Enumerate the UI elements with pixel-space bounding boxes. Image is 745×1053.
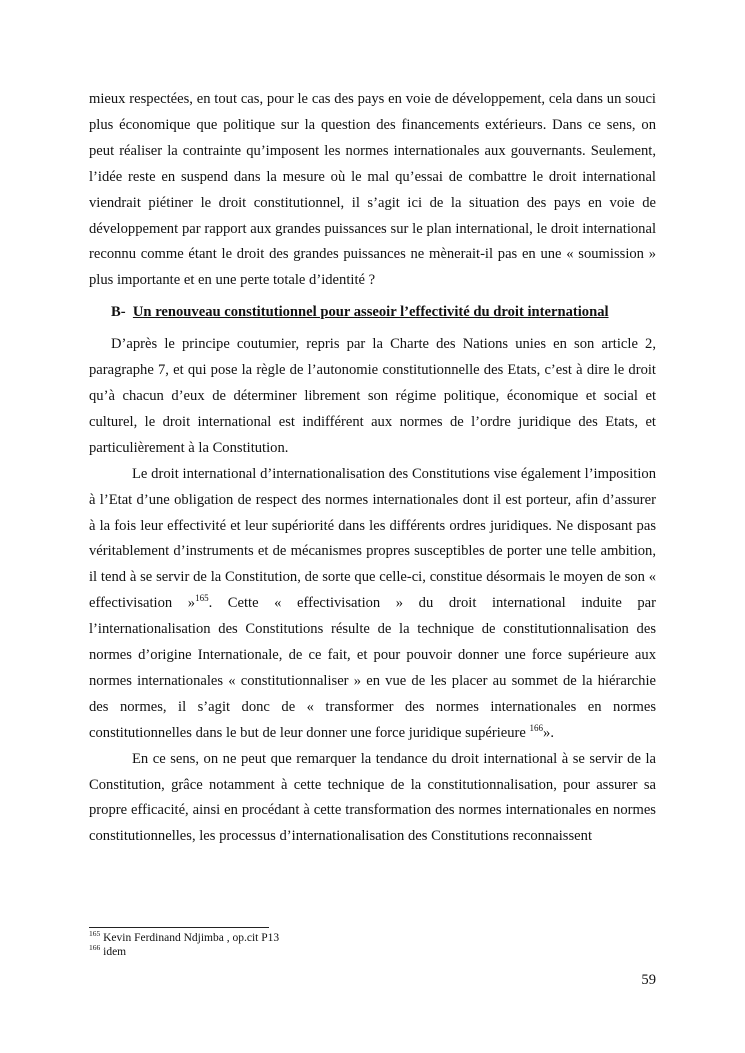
section-heading	[111, 300, 656, 326]
section-heading-title: Un renouveau constitutionnel pour asseoir l’effectivité du droit international	[132, 304, 609, 321]
paragraph-3-part-a: Le droit international d’internationalisation des Constitutions vise également l’imposition à l’Etat d’une obligation de respect des normes internationales dont il est porteur, afin d’assurer à la fois leur effectivité et leur supériorité dans les différents ordres juridiques. Ne disposant pas véritablement d’instruments et de mécanismes propres susceptibles de porter une telle ambition, il tend à se servir de la Constitution, de sorte que celle-ci, constitue désormais le moyen de son « effectivisation »	[89, 465, 656, 612]
paragraph-3-part-c: ».	[543, 724, 554, 741]
footnote-number: 166	[89, 942, 101, 952]
paragraph-2: D’après le principe coutumier, repris par la Charte des Nations unies en son article 2, paragraphe 7, et qui pose la règle de l’autonomie constitutionnelle des Etats, c’est à dire le droit qu’à chacun d’eux de déterminer librement son régime politique, économique et social et culturel, le droit international est indifférent aux normes de l’ordre juridique des Etats, et particulièrement à la Constitution.	[89, 336, 656, 456]
footnote-ref-166[interactable]: 166	[529, 722, 544, 733]
paragraph-1: mieux respectées, en tout cas, pour le cas des pays en voie de développement, cela dans un souci plus économique que politique sur la question des financements extérieurs. Dans ce sens, on peut réaliser la contrainte qu’imposent les normes internationales aux gouvernants. Seulement, l’idée reste en suspend dans la mesure où le mal qu’essai de combattre le droit international viendrait piétiner le droit constitutionnel, il s’agit ici de la situation des pays en voie de développement par rapport aux grandes puissances sur le plan international, le droit international reconnu comme étant le droit des grandes puissances ne mènerait-il pas en une « soumission » plus importante et en une perte totale d’identité ?	[89, 91, 656, 289]
section-heading-label: B-	[111, 304, 126, 321]
footnote-text: Kevin Ferdinand Ndjimba , op.cit P13	[103, 932, 280, 944]
footnote-165	[89, 929, 489, 946]
footnote-text: idem	[103, 945, 127, 958]
footnote-separator	[89, 927, 269, 928]
paragraph-3	[89, 462, 656, 747]
footnote-number: 165	[89, 929, 101, 939]
paragraph-3-part-b: . Cette « effectivisation » du droit international induite par l’internationalisation des Constitutions résulte de la technique de constitutionnalisation des normes d’origine Internationale, de ce fait, et pour pouvoir donner une force supérieure aux normes internationales « constitutionnaliser » en vue de les placer au sommet de la hiérarchie des normes, il s’agit donc de « transformer des normes internationales en normes constitutionnelles dans le but de leur donner une force juridique supérieure	[89, 595, 656, 741]
footnote-ref-165[interactable]: 165	[195, 593, 209, 604]
paragraph-4: En ce sens, on ne peut que remarquer la tendance du droit international à se servir de la Constitution, grâce notamment à cette technique de la constitutionnalisation, pour assurer sa propre efficacité, ainsi en procédant à cette transformation des normes internationales en normes constitutionnelles, les processus d’internationalisation des Constitutions reconnaissent	[89, 750, 656, 845]
footnotes	[89, 929, 489, 959]
page-number: 59	[641, 972, 656, 988]
footnote-166	[89, 942, 489, 960]
body-text	[89, 87, 656, 850]
